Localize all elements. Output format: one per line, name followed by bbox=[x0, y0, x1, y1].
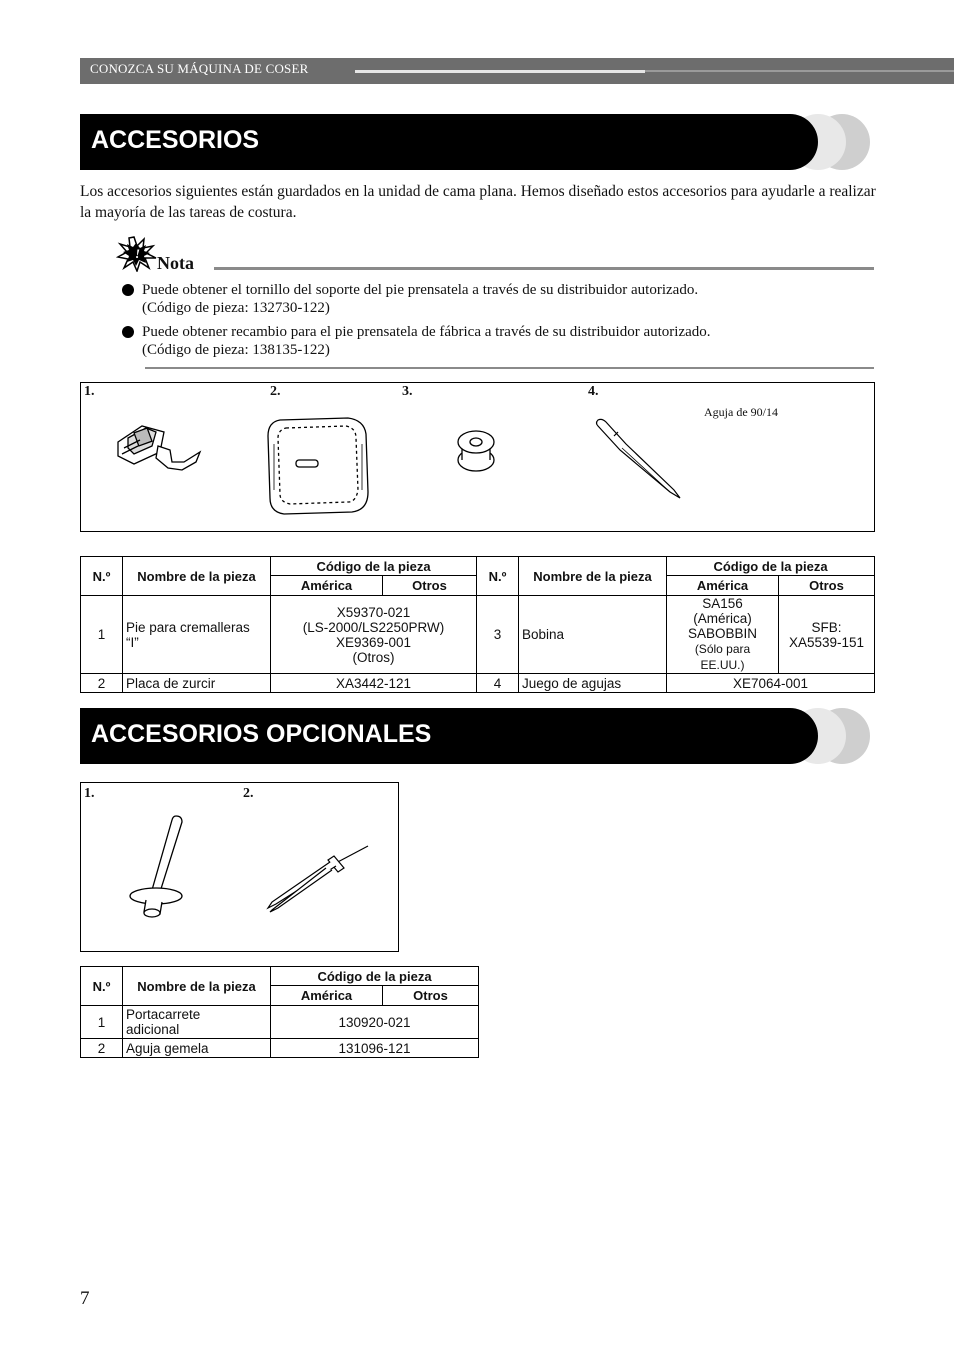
header-code: Código de la pieza bbox=[667, 557, 875, 576]
cell-code: XA3442-121 bbox=[271, 674, 477, 693]
section-title-bar bbox=[80, 114, 818, 170]
cell-code: XE7064-001 bbox=[667, 674, 875, 693]
nota-item-code: (Código de pieza: 138135-122) bbox=[142, 342, 330, 358]
table-row bbox=[81, 674, 875, 693]
figure-label: 1. bbox=[84, 384, 95, 399]
cell-code-otros: SFB: XA5539-151 bbox=[779, 596, 875, 674]
figure-label: 2. bbox=[243, 786, 254, 801]
cell-code: 131096-121 bbox=[271, 1039, 479, 1058]
section-title: ACCESORIOS bbox=[91, 126, 260, 154]
cell-code: X59370-021 (LS-2000/LS2250PRW) XE9369-001 (Otros) bbox=[271, 596, 477, 674]
cell-no: 2 bbox=[81, 1039, 123, 1058]
twin-needle-illustration bbox=[264, 842, 372, 914]
bobbin-illustration bbox=[452, 428, 504, 474]
table-row bbox=[81, 1006, 479, 1039]
header-america: América bbox=[271, 576, 383, 596]
cell-name: Placa de zurcir bbox=[123, 674, 271, 693]
needle-caption: Aguja de 90/14 bbox=[704, 405, 778, 419]
header-name: Nombre de la pieza bbox=[123, 557, 271, 596]
nota-rule bbox=[214, 267, 874, 270]
page-number: 7 bbox=[80, 1288, 90, 1309]
zipper-foot-illustration bbox=[112, 418, 204, 476]
table-row bbox=[81, 596, 875, 674]
header-code: Código de la pieza bbox=[271, 557, 477, 576]
figure-label: 1. bbox=[84, 786, 95, 801]
figure-label: 3. bbox=[402, 384, 413, 399]
cell-no: 3 bbox=[477, 596, 519, 674]
nota-item-code: (Código de pieza: 132730-122) bbox=[142, 300, 330, 316]
cell-name: Portacarrete adicional bbox=[123, 1006, 271, 1039]
nota-item-text: Puede obtener recambio para el pie prensatela de fábrica a través de su distribuidor autorizado. bbox=[142, 324, 711, 340]
cell-no: 2 bbox=[81, 674, 123, 693]
header-america: América bbox=[271, 986, 383, 1006]
header-name: Nombre de la pieza bbox=[519, 557, 667, 596]
header-otros: Otros bbox=[779, 576, 875, 596]
nota-title: Nota bbox=[157, 253, 194, 273]
cell-name: Pie para cremalleras “I” bbox=[123, 596, 271, 674]
bullet-icon bbox=[122, 326, 134, 338]
cell-code: 130920-021 bbox=[271, 1006, 479, 1039]
spool-pin-illustration bbox=[124, 812, 194, 922]
header-rule-light bbox=[355, 70, 645, 73]
table-row bbox=[81, 1039, 479, 1058]
cell-no: 1 bbox=[81, 596, 123, 674]
svg-text:!: ! bbox=[135, 246, 141, 261]
header-no: N.º bbox=[81, 967, 123, 1006]
parts-table bbox=[80, 556, 875, 693]
cell-code-america: SA156 (América) SABOBBIN (Sólo para EE.UU.) bbox=[667, 596, 779, 674]
section-title: ACCESORIOS OPCIONALES bbox=[91, 720, 432, 748]
header-name: Nombre de la pieza bbox=[123, 967, 271, 1006]
nota-burst-icon bbox=[116, 236, 158, 272]
cell-no: 4 bbox=[477, 674, 519, 693]
cell-name: Bobina bbox=[519, 596, 667, 674]
needle-illustration bbox=[592, 416, 684, 500]
header-no: N.º bbox=[477, 557, 519, 596]
intro-paragraph: Los accesorios siguientes están guardados en la unidad de cama plana. Hemos diseñado estos accesorios para ayudarle a realizar la mayoría de las tareas de costura. bbox=[80, 183, 876, 221]
cell-no: 1 bbox=[81, 1006, 123, 1039]
optional-parts-table bbox=[80, 966, 479, 1058]
figure-label: 2. bbox=[270, 384, 281, 399]
header-america: América bbox=[667, 576, 779, 596]
nota-item-text: Puede obtener el tornillo del soporte del pie prensatela a través de su distribuidor autorizado. bbox=[142, 282, 699, 298]
header-section-label: CONOZCA SU MÁQUINA DE COSER bbox=[90, 61, 309, 76]
section-title-bar bbox=[80, 708, 818, 764]
header-no: N.º bbox=[81, 557, 123, 596]
header-code: Código de la pieza bbox=[271, 967, 479, 986]
darning-plate-illustration bbox=[266, 414, 370, 516]
header-otros: Otros bbox=[383, 576, 477, 596]
header-otros: Otros bbox=[383, 986, 479, 1006]
figure-label: 4. bbox=[588, 384, 599, 399]
bullet-icon bbox=[122, 284, 134, 296]
nota-bottom-rule bbox=[145, 367, 874, 369]
cell-name: Aguja gemela bbox=[123, 1039, 271, 1058]
cell-name: Juego de agujas bbox=[519, 674, 667, 693]
header-rule-dark bbox=[645, 70, 954, 72]
